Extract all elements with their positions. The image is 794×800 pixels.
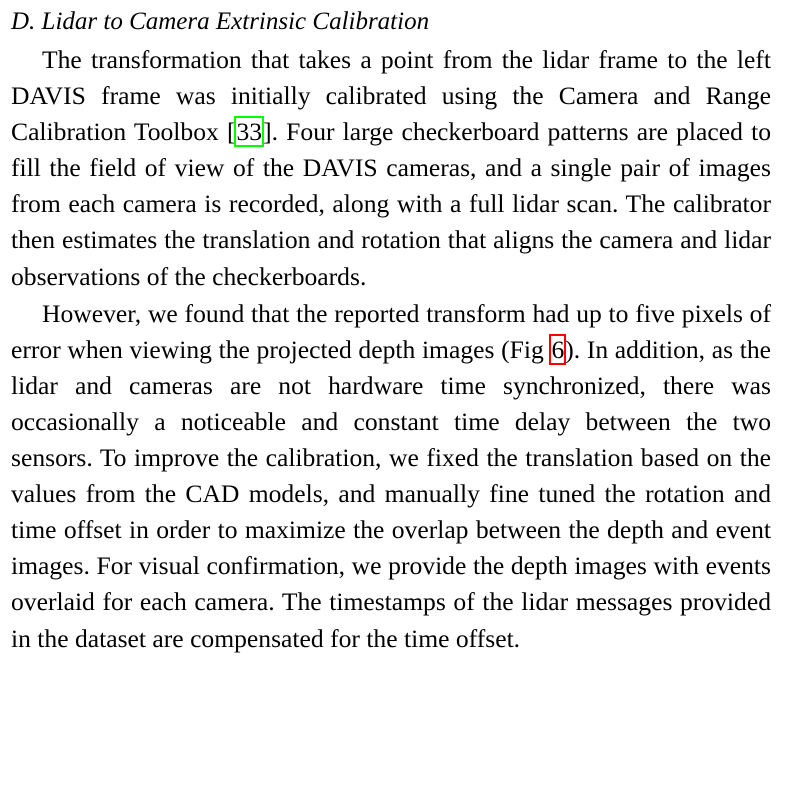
citation-link-33[interactable]: 33 [236,117,263,147]
paragraph-1-text-start: The transformation that takes a point from the lidar frame to the left DAVIS frame was initially calibrated using the Camera and Range Calibration Toolbox [ [11,45,771,147]
section-heading: D. Lidar to Camera Extrinsic Calibration [11,8,430,35]
figure-link-6[interactable]: 6 [551,334,565,364]
paper-page [11,4,771,657]
paragraph-2-text-start: However, we found that the reported transform had up to five pixels of error when viewing the projected depth images (Fig [11,298,771,364]
paragraph-2 [11,296,771,657]
paragraph-1 [11,42,771,295]
paragraph-2-text-end: ). In addition, as the lidar and cameras are not hardware time synchronized, there was occasionally a noticeable and constant time delay between the two sensors. To improve the calibration, we fixed the translation based on the values from the CAD models, and manually fine tuned the rotation and time offset in order to maximize the overlap between the depth and event images. For visual confirmation, we provide the depth images with events overlaid for each camera. The timestamps of the lidar messages provided in the dataset are compensated for the time offset. [11,334,771,653]
paragraph-1-text-end: ]. Four large checkerboard patterns are placed to fill the field of view of the DAVIS cameras, and a single pair of images from each camera is recorded, along with a full lidar scan. The calibrator then estimates the translation and rotation that aligns the camera and lidar observations of the checkerboards. [11,117,771,291]
